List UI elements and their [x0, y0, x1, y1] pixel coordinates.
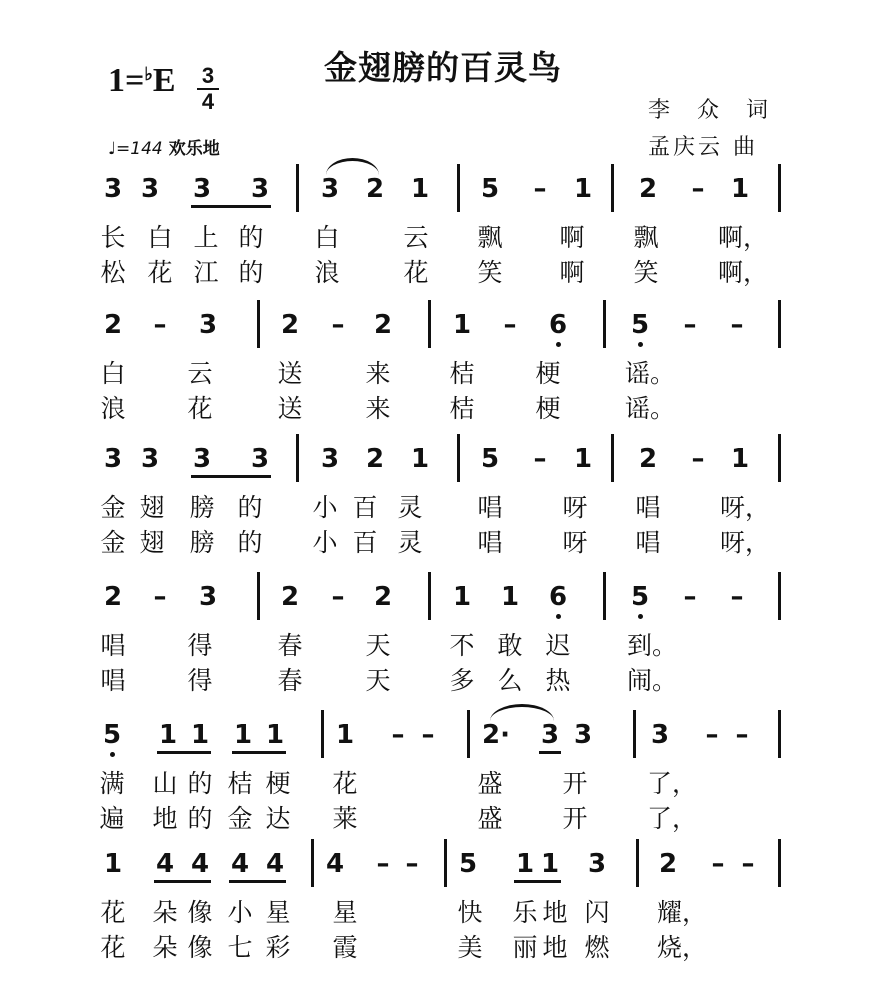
- hold-dash: –: [711, 849, 725, 879]
- note: 5: [630, 310, 650, 340]
- lyric-syllable: 耀，: [657, 898, 708, 927]
- low-octave-dot: [556, 614, 561, 619]
- lyric-syllable: 天: [365, 631, 391, 660]
- lyric-syllable: 啊: [559, 223, 585, 252]
- hold-dash: –: [683, 310, 697, 340]
- hold-dash: –: [153, 582, 167, 612]
- note: 1: [452, 582, 472, 612]
- lyric-syllable: 的: [187, 804, 213, 833]
- lyric-syllable: 花: [187, 394, 213, 423]
- tempo-marking: [108, 134, 220, 159]
- note: 2: [365, 444, 385, 474]
- slur: [490, 704, 554, 721]
- lyric-syllable: 白: [100, 359, 126, 388]
- lyric-syllable: 上: [193, 223, 219, 252]
- barline: [457, 434, 460, 482]
- lyric-syllable: 星: [332, 898, 358, 927]
- lyric-syllable: 星: [265, 898, 291, 927]
- lyric-syllable: 送: [277, 359, 303, 388]
- lyric-syllable: 七: [227, 933, 253, 962]
- lyric-syllable: 得: [187, 666, 213, 695]
- barline: [257, 300, 260, 348]
- lyric-syllable: 来: [365, 394, 391, 423]
- lyric-syllable: 长: [100, 223, 126, 252]
- lyric-syllable: 了，: [647, 804, 698, 833]
- tempo-value: =144: [116, 139, 163, 159]
- note: 2: [373, 582, 393, 612]
- note: 4: [265, 849, 285, 879]
- note: 3: [573, 720, 593, 750]
- hold-dash: –: [331, 582, 345, 612]
- lyric-syllable: 江: [193, 258, 219, 287]
- lyric-syllable: 花: [100, 898, 126, 927]
- key-prefix: 1=: [108, 62, 145, 99]
- lyric-syllable: 梗: [535, 394, 561, 423]
- note: 1: [410, 174, 430, 204]
- lyric-syllable: 天: [365, 666, 391, 695]
- lyric-syllable: 的: [238, 258, 264, 287]
- hold-dash: –: [730, 582, 744, 612]
- note: 5: [480, 444, 500, 474]
- note: 3: [250, 174, 270, 204]
- note: 4: [230, 849, 250, 879]
- lyric-syllable: 朵: [152, 933, 178, 962]
- barline: [611, 164, 614, 212]
- lyric-syllable: 山: [152, 769, 178, 798]
- lyric-syllable: 浪: [100, 394, 126, 423]
- lyric-syllable: 的: [237, 528, 263, 557]
- lyric-syllable: 松: [100, 258, 126, 287]
- song-title: 金翅膀的百灵鸟: [324, 48, 562, 87]
- lyric-syllable: 的: [238, 223, 264, 252]
- lyric-syllable: 谣。: [625, 394, 676, 423]
- lyric-syllable: 膀: [189, 528, 215, 557]
- barline: [428, 300, 431, 348]
- note: 4: [325, 849, 345, 879]
- lyric-syllable: 得: [187, 631, 213, 660]
- lyricist-credit: 李 众 词: [648, 98, 778, 123]
- hold-dash: –: [376, 849, 390, 879]
- eighth-note-underline: [514, 880, 561, 883]
- lyric-syllable: 呀: [562, 493, 588, 522]
- lyric-syllable: 呀，: [720, 493, 771, 522]
- low-octave-dot: [110, 752, 115, 757]
- note: 1: [265, 720, 285, 750]
- note: 3: [103, 444, 123, 474]
- note: 2: [658, 849, 678, 879]
- barline: [603, 572, 606, 620]
- lyric-syllable: 云: [187, 359, 213, 388]
- lyric-syllable: 遍: [99, 804, 125, 833]
- note: 1: [452, 310, 472, 340]
- lyric-syllable: 不: [449, 631, 475, 660]
- slur: [326, 158, 379, 175]
- barline: [603, 300, 606, 348]
- lyric-syllable: 花: [332, 769, 358, 798]
- lyric-syllable: 小: [312, 528, 338, 557]
- hold-dash: –: [421, 720, 435, 750]
- lyric-syllable: 唱: [477, 528, 503, 557]
- note: 5: [102, 720, 122, 750]
- lyric-syllable: 乐: [512, 898, 538, 927]
- note: 2·: [482, 720, 510, 750]
- barline: [778, 839, 781, 887]
- note: 3: [320, 174, 340, 204]
- lyric-syllable: 敢: [497, 631, 523, 660]
- note: 3: [198, 582, 218, 612]
- lyric-syllable: 花: [147, 258, 173, 287]
- barline: [444, 839, 447, 887]
- meter-bottom: 4: [201, 89, 215, 114]
- hold-dash: –: [691, 444, 705, 474]
- note: 1: [103, 849, 123, 879]
- lyric-syllable: 百: [352, 528, 378, 557]
- lyric-syllable: 么: [497, 666, 523, 695]
- lyric-syllable: 唱: [635, 528, 661, 557]
- lyric-syllable: 迟: [545, 631, 571, 660]
- lyric-syllable: 啊，: [718, 223, 769, 252]
- lyric-syllable: 了，: [647, 769, 698, 798]
- meter-top: 3: [201, 63, 215, 88]
- note: 1: [515, 849, 535, 879]
- barline: [257, 572, 260, 620]
- lyric-syllable: 美: [457, 933, 483, 962]
- lyric-syllable: 笑: [477, 258, 503, 287]
- lyric-syllable: 笑: [633, 258, 659, 287]
- hold-dash: –: [741, 849, 755, 879]
- note: 6: [548, 310, 568, 340]
- lyric-syllable: 的: [237, 493, 263, 522]
- hold-dash: –: [153, 310, 167, 340]
- barline: [321, 710, 324, 758]
- lyric-syllable: 灵: [397, 528, 423, 557]
- barline: [311, 839, 314, 887]
- time-signature: [197, 64, 219, 114]
- lyric-syllable: 唱: [100, 631, 126, 660]
- note: 3: [192, 174, 212, 204]
- lyric-syllable: 热: [545, 666, 571, 695]
- note: 3: [587, 849, 607, 879]
- lyric-syllable: 金: [100, 528, 126, 557]
- note: 6: [548, 582, 568, 612]
- lyric-syllable: 飘: [633, 223, 659, 252]
- note: 2: [365, 174, 385, 204]
- hold-dash: –: [405, 849, 419, 879]
- note: 2: [103, 582, 123, 612]
- barline: [636, 839, 639, 887]
- lyric-syllable: 小: [312, 493, 338, 522]
- lyric-syllable: 达: [265, 804, 291, 833]
- note: 3: [540, 720, 560, 750]
- lyric-syllable: 闹。: [627, 666, 678, 695]
- lyric-syllable: 像: [187, 933, 213, 962]
- lyric-syllable: 飘: [477, 223, 503, 252]
- note: 5: [480, 174, 500, 204]
- lyric-syllable: 的: [187, 769, 213, 798]
- lyric-syllable: 地: [152, 804, 178, 833]
- lyric-syllable: 白: [147, 223, 173, 252]
- eighth-note-underline: [229, 880, 286, 883]
- lyric-syllable: 金: [227, 804, 253, 833]
- note: 4: [155, 849, 175, 879]
- barline: [778, 710, 781, 758]
- barline: [633, 710, 636, 758]
- hold-dash: –: [683, 582, 697, 612]
- lyric-syllable: 云: [403, 223, 429, 252]
- eighth-note-underline: [539, 751, 561, 754]
- note: 3: [192, 444, 212, 474]
- lyric-syllable: 金: [100, 493, 126, 522]
- hold-dash: –: [533, 174, 547, 204]
- lyric-syllable: 春: [277, 631, 303, 660]
- hold-dash: –: [735, 720, 749, 750]
- lyric-syllable: 唱: [635, 493, 661, 522]
- lyric-syllable: 盛: [477, 804, 503, 833]
- barline: [778, 164, 781, 212]
- note: 3: [140, 174, 160, 204]
- hold-dash: –: [331, 310, 345, 340]
- note: 4: [190, 849, 210, 879]
- note: 2: [103, 310, 123, 340]
- barline: [778, 572, 781, 620]
- lyric-syllable: 像: [187, 898, 213, 927]
- hold-dash: –: [503, 310, 517, 340]
- key-signature: [108, 62, 176, 100]
- key-note: E: [152, 62, 176, 99]
- note: 1: [573, 444, 593, 474]
- low-octave-dot: [556, 342, 561, 347]
- lyric-syllable: 春: [277, 666, 303, 695]
- note: 5: [630, 582, 650, 612]
- lyric-syllable: 唱: [100, 666, 126, 695]
- lyric-syllable: 到。: [627, 631, 678, 660]
- lyric-syllable: 膀: [189, 493, 215, 522]
- quarter-note-icon: ♩: [108, 139, 117, 159]
- note: 1: [500, 582, 520, 612]
- note: 3: [320, 444, 340, 474]
- note: 1: [335, 720, 355, 750]
- barline: [296, 434, 299, 482]
- barline: [778, 434, 781, 482]
- lyric-syllable: 地: [542, 898, 568, 927]
- lyric-syllable: 翅: [139, 493, 165, 522]
- note: 1: [540, 849, 560, 879]
- lyric-syllable: 梗: [265, 769, 291, 798]
- note: 2: [638, 444, 658, 474]
- lyric-syllable: 丽: [512, 933, 538, 962]
- flat-sign: ♭: [144, 64, 153, 84]
- low-octave-dot: [638, 614, 643, 619]
- lyric-syllable: 满: [99, 769, 125, 798]
- lyric-syllable: 送: [277, 394, 303, 423]
- note: 2: [280, 310, 300, 340]
- note: 3: [140, 444, 160, 474]
- note: 1: [573, 174, 593, 204]
- lyric-syllable: 莱: [332, 804, 358, 833]
- lyric-syllable: 朵: [152, 898, 178, 927]
- barline: [467, 710, 470, 758]
- lyric-syllable: 啊: [559, 258, 585, 287]
- eighth-note-underline: [157, 751, 211, 754]
- hold-dash: –: [391, 720, 405, 750]
- lyric-syllable: 呀: [562, 528, 588, 557]
- hold-dash: –: [691, 174, 705, 204]
- lyric-syllable: 浪: [314, 258, 340, 287]
- note: 2: [373, 310, 393, 340]
- lyric-syllable: 闪: [584, 898, 610, 927]
- lyric-syllable: 霞: [332, 933, 358, 962]
- lyric-syllable: 花: [100, 933, 126, 962]
- barline: [457, 164, 460, 212]
- lyric-syllable: 桔: [227, 769, 253, 798]
- lyric-syllable: 灵: [397, 493, 423, 522]
- note: 3: [198, 310, 218, 340]
- lyric-syllable: 开: [562, 804, 588, 833]
- lyric-syllable: 梗: [535, 359, 561, 388]
- hold-dash: –: [705, 720, 719, 750]
- barline: [428, 572, 431, 620]
- note: 1: [730, 444, 750, 474]
- barline: [296, 164, 299, 212]
- note: 1: [730, 174, 750, 204]
- note: 1: [158, 720, 178, 750]
- lyric-syllable: 翅: [139, 528, 165, 557]
- lyric-syllable: 桔: [449, 359, 475, 388]
- eighth-note-underline: [232, 751, 286, 754]
- lyric-syllable: 彩: [265, 933, 291, 962]
- eighth-note-underline: [191, 475, 271, 478]
- hold-dash: –: [730, 310, 744, 340]
- lyric-syllable: 白: [314, 223, 340, 252]
- note: 2: [638, 174, 658, 204]
- note: 5: [458, 849, 478, 879]
- lyric-syllable: 百: [352, 493, 378, 522]
- eighth-note-underline: [191, 205, 271, 208]
- lyric-syllable: 唱: [477, 493, 503, 522]
- note: 3: [650, 720, 670, 750]
- lyric-syllable: 谣。: [625, 359, 676, 388]
- lyric-syllable: 快: [457, 898, 483, 927]
- eighth-note-underline: [154, 880, 211, 883]
- lyric-syllable: 开: [562, 769, 588, 798]
- lyric-syllable: 来: [365, 359, 391, 388]
- note: 2: [280, 582, 300, 612]
- lyric-syllable: 燃: [584, 933, 610, 962]
- note: 1: [190, 720, 210, 750]
- lyric-syllable: 桔: [449, 394, 475, 423]
- note: 1: [410, 444, 430, 474]
- composer-credit: 孟庆云 曲: [648, 135, 758, 160]
- note: 3: [103, 174, 123, 204]
- lyric-syllable: 啊，: [718, 258, 769, 287]
- expression-text: 欢乐地: [168, 139, 220, 159]
- note: 3: [250, 444, 270, 474]
- note: 1: [233, 720, 253, 750]
- lyric-syllable: 多: [449, 666, 475, 695]
- lyric-syllable: 小: [227, 898, 253, 927]
- lyric-syllable: 烧，: [657, 933, 708, 962]
- barline: [778, 300, 781, 348]
- lyric-syllable: 花: [403, 258, 429, 287]
- barline: [611, 434, 614, 482]
- lyric-syllable: 地: [542, 933, 568, 962]
- low-octave-dot: [638, 342, 643, 347]
- hold-dash: –: [533, 444, 547, 474]
- lyric-syllable: 盛: [477, 769, 503, 798]
- lyric-syllable: 呀，: [720, 528, 771, 557]
